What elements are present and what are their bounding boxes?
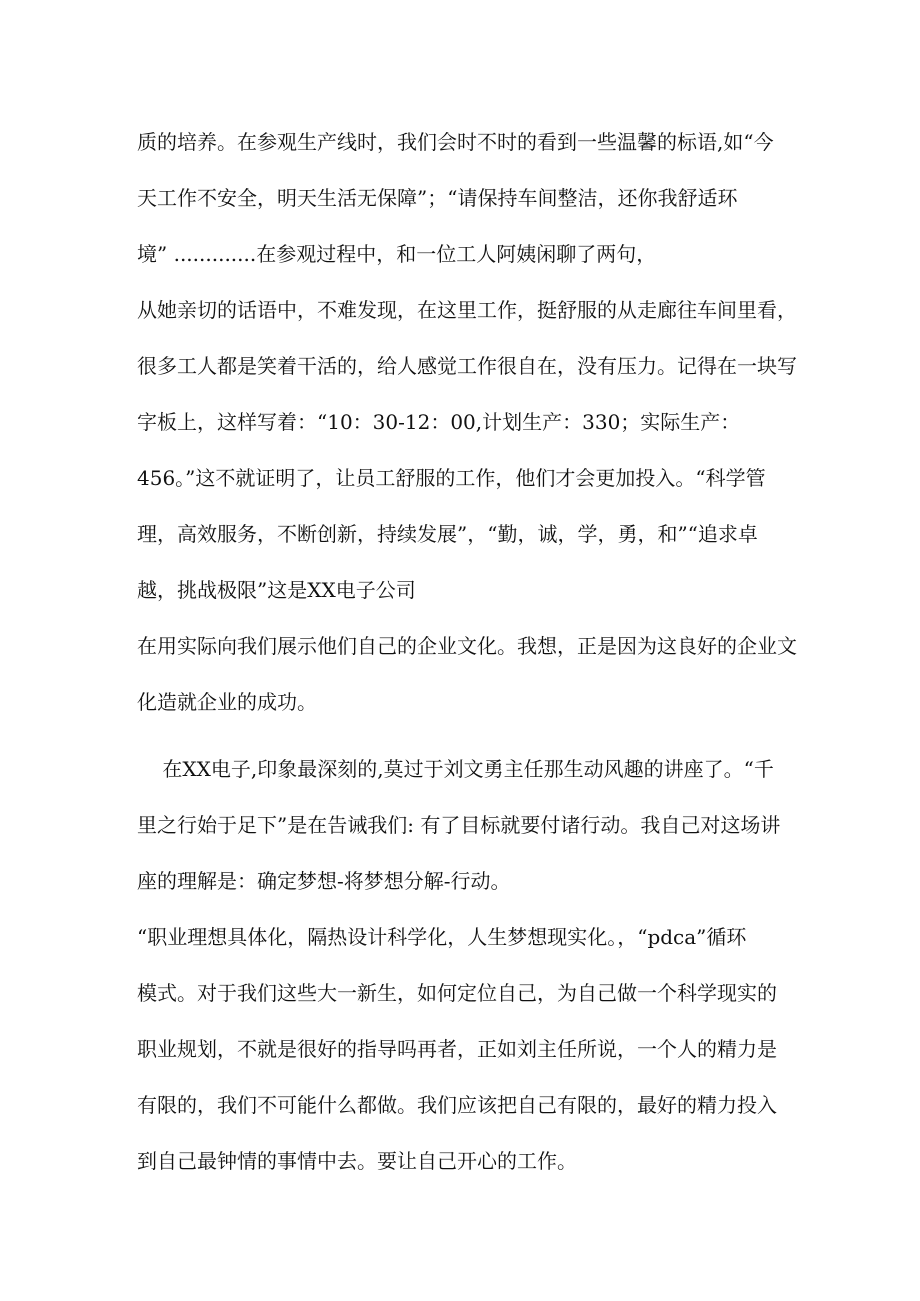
- text-line: 很多工人都是笑着干活的，给人感觉工作很自在，没有压力。记得在一块写: [137, 354, 797, 378]
- text-line: 里之行始于足下”是在告诫我们: 有了目标就要付诸行动。我自己对这场讲: [137, 813, 781, 837]
- text-line: 有限的，我们不可能什么都做。我们应该把自己有限的，最好的精力投入: [137, 1093, 777, 1117]
- text-line: 境” .............在参观过程中，和一位工人阿姨闲聊了两句，: [137, 242, 657, 266]
- text-line: “职业理想具体化，隔热设计科学化，人生梦想现实化。，“pdca”循环: [137, 925, 747, 949]
- text-line: 在用实际向我们展示他们自己的企业文化。我想，正是因为这良好的企业文: [137, 634, 797, 658]
- text-line: 理，高效服务，不断创新，持续发展”，“勤，诚，学，勇，和”“追求卓: [137, 522, 758, 546]
- text-line: 在XX电子,印象最深刻的,莫过于刘文勇主任那生动风趣的讲座了。“千: [137, 757, 774, 781]
- text-line: 模式。对于我们这些大一新生，如何定位自己，为自己做一个科学现实的: [137, 981, 777, 1005]
- text-line: 化造就企业的成功。: [137, 690, 317, 714]
- text-line: 职业规划，不就是很好的指导吗再者，正如刘主任所说，一个人的精力是: [137, 1037, 777, 1061]
- text-line: 座的理解是：确定梦想-将梦想分解-行动。: [137, 869, 511, 893]
- text-line: 456。”这不就证明了，让员工舒服的工作，他们才会更加投入。“科学管: [137, 466, 766, 490]
- text-line: 字板上，这样写着：“10：30-12：00,计划生产：330；实际生产：: [137, 410, 741, 434]
- text-line: 越，挑战极限”这是XX电子公司: [137, 578, 416, 602]
- text-line: 天工作不安全，明天生活无保障”；“请保持车间整洁，还你我舒适环: [137, 186, 738, 210]
- text-line: 从她亲切的话语中，不难发现，在这里工作，挺舒服的从走廊往车间里看，: [137, 298, 797, 322]
- text-line: 到自己最钟情的事情中去。要让自己开心的工作。: [137, 1149, 577, 1173]
- text-line: 质的培养。在参观生产线时，我们会时不时的看到一些温馨的标语,如“今: [137, 130, 774, 154]
